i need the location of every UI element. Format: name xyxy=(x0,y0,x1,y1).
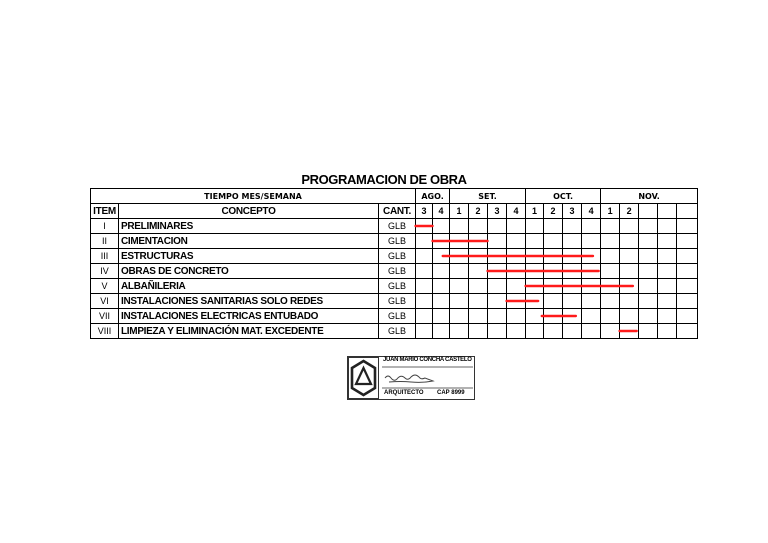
week-grid-cell xyxy=(620,324,639,339)
week-grid-cell xyxy=(416,219,433,234)
week-grid-cell xyxy=(488,219,507,234)
cant-header: CANT. xyxy=(379,204,416,219)
item-header: ITEM xyxy=(91,204,119,219)
month-oct: OCT. xyxy=(526,189,601,204)
week-grid-cell xyxy=(677,249,698,264)
cant-cell: GLB xyxy=(379,264,416,279)
week-grid-cell xyxy=(563,234,582,249)
week-cell: 3 xyxy=(488,204,507,219)
week-grid-cell xyxy=(582,219,601,234)
week-grid-cell xyxy=(469,264,488,279)
item-cell: II xyxy=(91,234,119,249)
week-grid-cell xyxy=(544,264,563,279)
week-grid-cell xyxy=(639,234,658,249)
week-grid-cell xyxy=(433,324,450,339)
week-grid-cell xyxy=(488,279,507,294)
week-grid-cell xyxy=(601,279,620,294)
week-grid-cell xyxy=(658,234,677,249)
week-grid-cell xyxy=(433,309,450,324)
week-grid-cell xyxy=(620,219,639,234)
cant-cell: GLB xyxy=(379,279,416,294)
week-grid-cell xyxy=(677,219,698,234)
week-grid-cell xyxy=(601,264,620,279)
header-row-time xyxy=(91,189,698,204)
week-grid-cell xyxy=(563,219,582,234)
week-grid-cell xyxy=(601,234,620,249)
week-cell: 3 xyxy=(563,204,582,219)
week-grid-cell xyxy=(507,279,526,294)
week-grid-cell xyxy=(620,309,639,324)
week-cell: 2 xyxy=(544,204,563,219)
concept-cell: INSTALACIONES SANITARIAS SOLO REDES xyxy=(119,294,379,309)
week-grid-cell xyxy=(677,309,698,324)
week-grid-cell xyxy=(601,309,620,324)
week-grid-cell xyxy=(658,324,677,339)
week-grid-cell xyxy=(544,234,563,249)
week-grid-cell xyxy=(416,234,433,249)
week-grid-cell xyxy=(639,219,658,234)
week-grid-cell xyxy=(677,279,698,294)
signature-scribble xyxy=(385,375,433,382)
week-grid-cell xyxy=(639,279,658,294)
week-grid-cell xyxy=(544,249,563,264)
item-cell: IV xyxy=(91,264,119,279)
cant-cell: GLB xyxy=(379,309,416,324)
week-grid-cell xyxy=(544,309,563,324)
week-grid-cell xyxy=(433,249,450,264)
stamp-profession: ARQUITECTO xyxy=(384,390,424,396)
item-cell: VII xyxy=(91,309,119,324)
week-grid-cell xyxy=(416,249,433,264)
cant-cell: GLB xyxy=(379,219,416,234)
week-grid-cell xyxy=(639,309,658,324)
table-row xyxy=(91,264,698,279)
week-grid-cell xyxy=(601,219,620,234)
week-grid-cell xyxy=(507,219,526,234)
week-grid-cell xyxy=(639,264,658,279)
week-grid-cell xyxy=(433,219,450,234)
week-grid-cell xyxy=(677,294,698,309)
week-grid-cell xyxy=(416,309,433,324)
week-grid-cell xyxy=(416,264,433,279)
cant-cell: GLB xyxy=(379,294,416,309)
week-cell: 1 xyxy=(601,204,620,219)
week-grid-cell xyxy=(469,219,488,234)
week-grid-cell xyxy=(677,264,698,279)
week-grid-cell xyxy=(526,234,544,249)
week-grid-cell xyxy=(544,219,563,234)
item-cell: V xyxy=(91,279,119,294)
month-set: SET. xyxy=(450,189,526,204)
month-ago: AGO. xyxy=(416,189,450,204)
week-cell: 2 xyxy=(469,204,488,219)
item-cell: III xyxy=(91,249,119,264)
week-grid-cell xyxy=(469,294,488,309)
logo-hexagon-icon xyxy=(352,361,375,395)
concept-cell: LIMPIEZA Y ELIMINACIÓN MAT. EXCEDENTE xyxy=(119,324,379,339)
document-title: PROGRAMACION DE OBRA xyxy=(301,172,467,187)
concept-cell: ESTRUCTURAS xyxy=(119,249,379,264)
week-grid-cell xyxy=(450,279,469,294)
week-grid-cell xyxy=(507,324,526,339)
week-grid-cell xyxy=(601,249,620,264)
concept-cell: OBRAS DE CONCRETO xyxy=(119,264,379,279)
week-grid-cell xyxy=(563,249,582,264)
schedule-table xyxy=(90,188,698,339)
week-grid-cell xyxy=(658,249,677,264)
week-grid-cell xyxy=(620,249,639,264)
week-grid-cell xyxy=(433,294,450,309)
week-grid-cell xyxy=(526,324,544,339)
week-cell: 4 xyxy=(433,204,450,219)
week-grid-cell xyxy=(433,264,450,279)
week-grid-cell xyxy=(544,324,563,339)
table-row xyxy=(91,324,698,339)
week-grid-cell xyxy=(582,324,601,339)
week-grid-cell xyxy=(450,294,469,309)
concept-cell: CIMENTACION xyxy=(119,234,379,249)
week-grid-cell xyxy=(563,309,582,324)
week-cell: 2 xyxy=(620,204,639,219)
week-grid-cell xyxy=(639,324,658,339)
week-grid-cell xyxy=(450,234,469,249)
week-grid-cell xyxy=(488,249,507,264)
week-grid-cell xyxy=(507,309,526,324)
week-grid-cell xyxy=(433,234,450,249)
week-cell: 1 xyxy=(450,204,469,219)
header-row-columns xyxy=(91,204,698,219)
week-grid-cell xyxy=(416,279,433,294)
week-grid-cell xyxy=(469,234,488,249)
week-grid-cell xyxy=(469,249,488,264)
item-cell: VI xyxy=(91,294,119,309)
week-grid-cell xyxy=(658,294,677,309)
week-grid-cell xyxy=(620,279,639,294)
week-grid-cell xyxy=(544,294,563,309)
week-grid-cell xyxy=(416,294,433,309)
week-grid-cell xyxy=(450,309,469,324)
cant-cell: GLB xyxy=(379,234,416,249)
table-row xyxy=(91,279,698,294)
week-grid-cell xyxy=(601,294,620,309)
week-grid-cell xyxy=(488,234,507,249)
week-grid-cell xyxy=(488,324,507,339)
week-grid-cell xyxy=(450,249,469,264)
week-grid-cell xyxy=(563,264,582,279)
concept-cell: ALBAÑILERIA xyxy=(119,279,379,294)
week-grid-cell xyxy=(677,324,698,339)
week-grid-cell xyxy=(582,249,601,264)
week-grid-cell xyxy=(526,249,544,264)
week-grid-cell xyxy=(601,324,620,339)
week-cell xyxy=(658,204,677,219)
week-grid-cell xyxy=(563,279,582,294)
week-grid-cell xyxy=(433,279,450,294)
week-grid-cell xyxy=(488,264,507,279)
week-cell: 4 xyxy=(507,204,526,219)
week-grid-cell xyxy=(582,279,601,294)
week-grid-cell xyxy=(450,324,469,339)
week-grid-cell xyxy=(620,234,639,249)
cant-cell: GLB xyxy=(379,324,416,339)
table-row xyxy=(91,294,698,309)
week-grid-cell xyxy=(469,324,488,339)
week-grid-cell xyxy=(658,309,677,324)
week-grid-cell xyxy=(507,249,526,264)
week-grid-cell xyxy=(526,264,544,279)
time-header: TIEMPO MES/SEMANA xyxy=(91,189,416,204)
stamp-cap-number: CAP 8999 xyxy=(437,390,465,396)
cant-cell: GLB xyxy=(379,249,416,264)
week-grid-cell xyxy=(507,264,526,279)
week-grid-cell xyxy=(488,294,507,309)
week-grid-cell xyxy=(526,219,544,234)
week-grid-cell xyxy=(658,219,677,234)
week-grid-cell xyxy=(658,279,677,294)
week-cell: 1 xyxy=(526,204,544,219)
table-row xyxy=(91,219,698,234)
week-grid-cell xyxy=(507,294,526,309)
stamp-name: JUAN MARIO CONCHA CASTELO xyxy=(383,357,472,363)
table-row xyxy=(91,309,698,324)
week-grid-cell xyxy=(620,264,639,279)
item-cell: VIII xyxy=(91,324,119,339)
week-grid-cell xyxy=(526,279,544,294)
week-grid-cell xyxy=(620,294,639,309)
concept-header: CONCEPTO xyxy=(119,204,379,219)
week-grid-cell xyxy=(563,324,582,339)
week-cell xyxy=(677,204,698,219)
week-grid-cell xyxy=(544,279,563,294)
week-grid-cell xyxy=(526,294,544,309)
week-grid-cell xyxy=(469,279,488,294)
week-grid-cell xyxy=(582,294,601,309)
week-grid-cell xyxy=(526,309,544,324)
week-grid-cell xyxy=(582,264,601,279)
week-grid-cell xyxy=(450,219,469,234)
month-nov: NOV. xyxy=(601,189,698,204)
table-row xyxy=(91,249,698,264)
week-grid-cell xyxy=(582,234,601,249)
week-grid-cell xyxy=(507,234,526,249)
week-grid-cell xyxy=(469,309,488,324)
week-grid-cell xyxy=(658,264,677,279)
week-cell xyxy=(639,204,658,219)
table-row xyxy=(91,234,698,249)
week-grid-cell xyxy=(563,294,582,309)
concept-cell: PRELIMINARES xyxy=(119,219,379,234)
week-grid-cell xyxy=(488,309,507,324)
week-grid-cell xyxy=(639,294,658,309)
week-cell: 3 xyxy=(416,204,433,219)
concept-cell: INSTALACIONES ELECTRICAS ENTUBADO xyxy=(119,309,379,324)
week-grid-cell xyxy=(677,234,698,249)
week-cell: 4 xyxy=(582,204,601,219)
item-cell: I xyxy=(91,219,119,234)
week-grid-cell xyxy=(639,249,658,264)
week-grid-cell xyxy=(416,324,433,339)
week-grid-cell xyxy=(582,309,601,324)
week-grid-cell xyxy=(450,264,469,279)
